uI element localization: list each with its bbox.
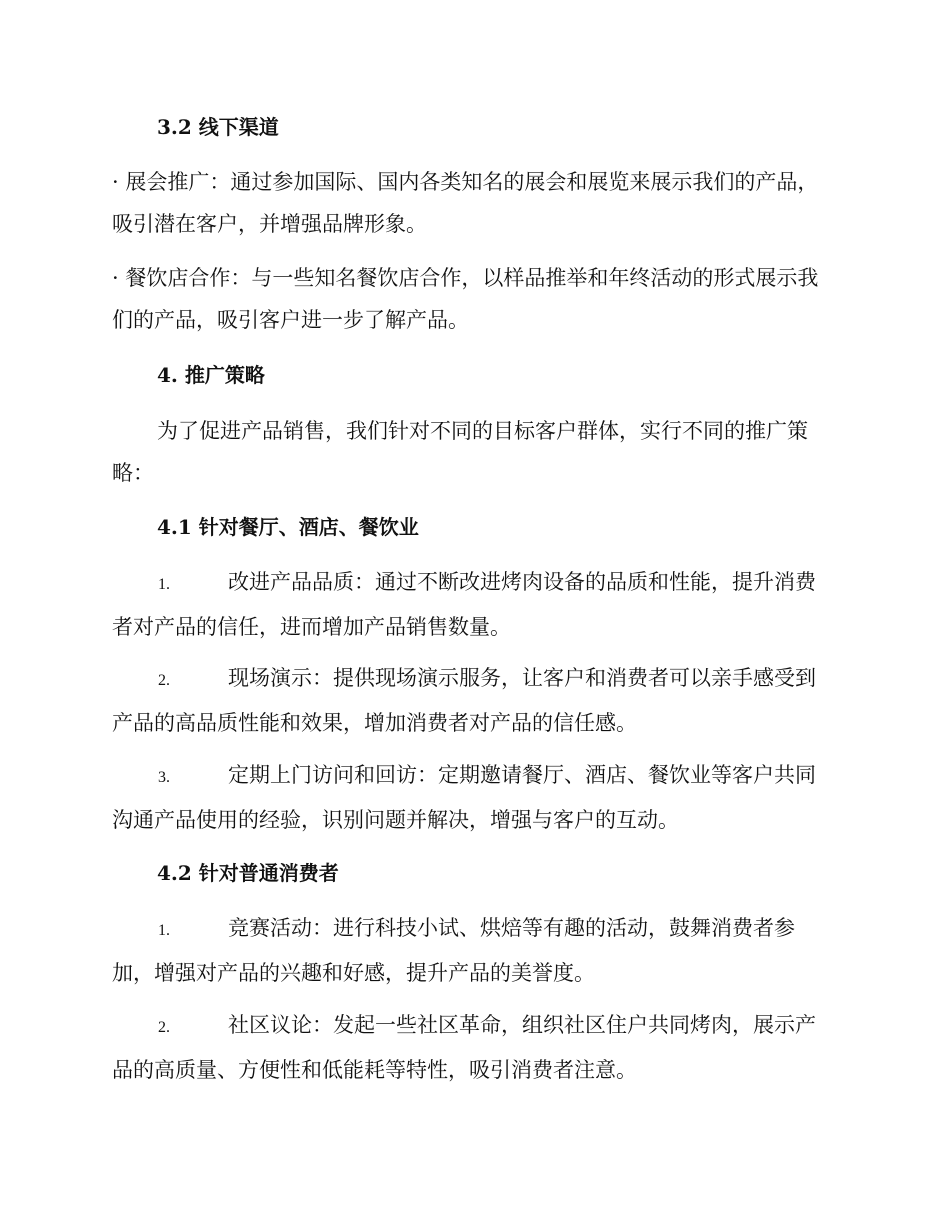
list-item [112, 561, 834, 648]
section-heading-4-1: 4.1 针对餐厅、酒店、餐饮业 [157, 515, 419, 539]
section-heading-3-2: 3.2 线下渠道 [157, 115, 279, 139]
bullet-restaurant-cooperation: · 餐饮店合作：与一些知名餐饮店合作，以样品推举和年终活动的形式展示我们的产品，吸引客户进一步了解产品。 [112, 266, 819, 332]
list-item-text: 改进产品品质：通过不断改进烤肉设备的品质和性能，提升消费者对产品的信任，进而增加产品销售数量。 [112, 570, 816, 639]
section-heading-4: 4. 推广策略 [157, 363, 265, 387]
list-item [112, 1004, 834, 1091]
list-item-text: 定期上门访问和回访：定期邀请餐厅、酒店、餐饮业等客户共同沟通产品使用的经验，识别问题并解决，增强与客户的互动。 [112, 763, 816, 832]
paragraph-promotion-intro: 为了促进产品销售，我们针对不同的目标客户群体，实行不同的推广策略： [112, 419, 808, 485]
list-number: 1. [158, 576, 170, 593]
list-number: 2. [158, 1019, 170, 1036]
list-item [112, 754, 834, 841]
list-item-text: 社区议论：发起一些社区革命，组织社区住户共同烤肉，展示产品的高质量、方便性和低能耗等特性，吸引消费者注意。 [112, 1013, 816, 1082]
list-item-text: 现场演示：提供现场演示服务，让客户和消费者可以亲手感受到产品的高品质性能和效果，增加消费者对产品的信任感。 [112, 666, 816, 735]
section-heading-4-2: 4.2 针对普通消费者 [157, 861, 339, 885]
list-number: 2. [158, 672, 170, 689]
list-item [112, 907, 834, 994]
list-item-text: 竞赛活动：进行科技小试、烘焙等有趣的活动，鼓舞消费者参加，增强对产品的兴趣和好感，提升产品的美誉度。 [112, 916, 795, 985]
list-number: 1. [158, 922, 170, 939]
list-item [112, 657, 834, 744]
list-number: 3. [158, 769, 170, 786]
bullet-exhibition: · 展会推广：通过参加国际、国内各类知名的展会和展览来展示我们的产品，吸引潜在客户，并增强品牌形象。 [112, 170, 819, 236]
